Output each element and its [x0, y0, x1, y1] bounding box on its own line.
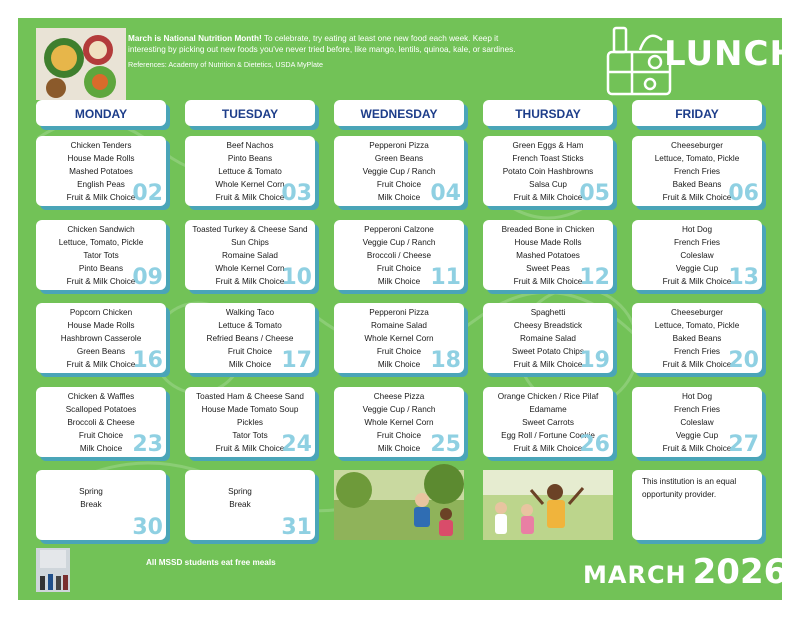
menu-item: Salsa Cup [529, 179, 567, 189]
menu-item: Fruit & Milk Choice [662, 443, 732, 453]
day-header-friday: FRIDAY [632, 100, 762, 126]
menu-item: Fruit & Milk Choice [662, 276, 732, 286]
menu-item: House Made Rolls [514, 237, 582, 247]
date-number: 30 [132, 515, 163, 540]
date-number: 16 [132, 348, 163, 373]
day-cell [334, 136, 464, 206]
spring-break-line: Spring [228, 487, 252, 496]
intro-text [128, 34, 523, 71]
menu-item: Chicken Sandwich [67, 225, 135, 234]
menu-item: Fruit & Milk Choice [513, 276, 583, 286]
menu-item: French Fries [674, 346, 720, 356]
menu-item: Fruit Choice [78, 430, 124, 440]
date-number: 23 [132, 432, 163, 457]
menu-item: Pinto Beans [227, 153, 273, 163]
menu-item: Fruit & Milk Choice [662, 359, 732, 369]
menu-item: Edamame [529, 404, 567, 414]
menu-item: Green Beans [76, 346, 126, 356]
menu-item: French Toast Sticks [512, 153, 584, 163]
menu-item: Lettuce, Tomato, Pickle [58, 237, 144, 247]
menu-item: Broccoli / Cheese [366, 250, 432, 260]
menu-item: House Made Rolls [67, 320, 135, 330]
menu-item: English Peas [77, 179, 125, 189]
spring-break-cell [36, 470, 166, 540]
menu-item: Toasted Turkey & Cheese Sand [192, 225, 308, 234]
date-number: 19 [579, 348, 610, 373]
date-number: 27 [728, 432, 759, 457]
date-number: 03 [281, 181, 312, 206]
menu-item: Sweet Carrots [522, 417, 574, 427]
date-number: 18 [430, 348, 461, 373]
day-cell [632, 136, 762, 206]
menu-item: Veggie Cup / Ranch [362, 404, 436, 414]
day-header-thursday: THURSDAY [483, 100, 613, 126]
date-number: 26 [579, 432, 610, 457]
menu-item: Veggie Cup / Ranch [362, 166, 436, 176]
menu-item: Refried Beans / Cheese [206, 333, 294, 343]
menu-item: Fruit & Milk Choice [513, 192, 583, 202]
menu-item: Coleslaw [680, 250, 714, 260]
menu-item: Cheeseburger [671, 308, 723, 317]
menu-item: Potato Coin Hashbrowns [502, 166, 594, 176]
day-cell [185, 303, 315, 373]
menu-item: Romaine Salad [371, 320, 427, 330]
menu-item: Whole Kernel Corn [215, 179, 285, 189]
day-cell [185, 136, 315, 206]
month-year [583, 552, 787, 592]
menu-item: Fruit & Milk Choice [66, 359, 136, 369]
menu-item: Chicken Tenders [70, 141, 132, 150]
day-cell [632, 303, 762, 373]
menu-item: Whole Kernel Corn [215, 263, 285, 273]
day-cell [36, 136, 166, 206]
menu-item: Green Eggs & Ham [512, 141, 584, 150]
menu-item: Sweet Potato Chips [512, 346, 584, 356]
intro-headline: March is National Nutrition Month! [128, 34, 262, 43]
lunch-title: LUNCH [664, 34, 799, 74]
menu-item: Fruit & Milk Choice [66, 192, 136, 202]
menu-item: Milk Choice [377, 359, 421, 369]
day-header-monday: MONDAY [36, 100, 166, 126]
menu-item: Romaine Salad [520, 333, 576, 343]
date-number: 31 [281, 515, 312, 540]
day-cell [483, 220, 613, 290]
kids-playing-photo [483, 470, 613, 540]
month-label: MARCH [583, 561, 687, 589]
menu-item: Tator Tots [83, 250, 119, 260]
menu-item: Hashbrown Casserole [60, 333, 142, 343]
day-cell [632, 220, 762, 290]
spring-break-cell [185, 470, 315, 540]
date-number: 04 [430, 181, 461, 206]
menu-item: Toasted Ham & Cheese Sand [196, 392, 304, 401]
day-cell [632, 387, 762, 457]
menu-item: Fruit Choice [376, 179, 422, 189]
menu-item: Milk Choice [377, 276, 421, 286]
equal-opportunity-statement: This institution is an equal opportunity provider. [642, 477, 737, 499]
menu-item: Lettuce, Tomato, Pickle [654, 153, 740, 163]
spring-break-line: Spring [79, 487, 103, 496]
menu-item: Pepperoni Pizza [369, 308, 429, 317]
menu-item: Pickles [237, 417, 263, 427]
menu-item: Veggie Cup / Ranch [362, 237, 436, 247]
menu-item: Fruit & Milk Choice [513, 443, 583, 453]
menu-item: Baked Beans [672, 333, 722, 343]
day-cell [36, 387, 166, 457]
date-number: 11 [430, 265, 461, 290]
day-cell [185, 387, 315, 457]
menu-item: Sweet Peas [526, 263, 570, 273]
date-number: 02 [132, 181, 163, 206]
equal-opportunity-cell [632, 470, 762, 540]
menu-item: Fruit & Milk Choice [215, 276, 285, 286]
day-header-tuesday: TUESDAY [185, 100, 315, 126]
date-number: 06 [728, 181, 759, 206]
menu-item: Milk Choice [377, 443, 421, 453]
menu-item: Tator Tots [232, 430, 268, 440]
day-cell [36, 220, 166, 290]
date-number: 17 [281, 348, 312, 373]
menu-item: Lettuce, Tomato, Pickle [654, 320, 740, 330]
day-cell [334, 303, 464, 373]
day-cell [483, 303, 613, 373]
menu-item: Cheeseburger [671, 141, 723, 150]
date-number: 13 [728, 265, 759, 290]
day-cell [334, 387, 464, 457]
day-cell [483, 136, 613, 206]
day-cell [483, 387, 613, 457]
menu-item: Beef Nachos [226, 141, 274, 150]
free-meals-note: All MSSD students eat free meals [146, 558, 276, 567]
menu-item: Breaded Bone in Chicken [501, 225, 595, 234]
intro-body: To celebrate, try eating at least one new food each week. Keep it interesting by picking out new foods you've never tried before, like mango, lentils, quinoa, kale, or sardines. [128, 34, 516, 54]
menu-item: Romaine Salad [222, 250, 278, 260]
day-cell [36, 303, 166, 373]
menu-item: Veggie Cup [675, 263, 719, 273]
menu-item: Whole Kernel Corn [364, 333, 434, 343]
menu-item: Sun Chips [231, 237, 269, 247]
menu-item: Orange Chicken / Rice Pilaf [497, 392, 599, 401]
menu-item: Green Beans [374, 153, 424, 163]
menu-item: Pinto Beans [78, 263, 124, 273]
year-label: 2026 [692, 552, 788, 592]
menu-item: Veggie Cup [675, 430, 719, 440]
menu-item: Broccoli & Cheese [67, 417, 135, 427]
menu-item: Fruit Choice [376, 430, 422, 440]
students-photo [36, 548, 70, 592]
date-number: 12 [579, 265, 610, 290]
menu-item: Mashed Potatoes [69, 166, 133, 176]
date-number: 05 [579, 181, 610, 206]
spring-break-text [16, 486, 166, 512]
spring-break-text [165, 486, 315, 512]
date-number: 09 [132, 265, 163, 290]
menu-item: French Fries [674, 404, 720, 414]
menu-item: Cheese Pizza [373, 392, 425, 401]
spring-break-line: Break [229, 499, 251, 509]
menu-item: Spaghetti [530, 308, 566, 317]
menu-item: House Made Tomato Soup [201, 404, 299, 414]
menu-item: Egg Roll / Fortune Cookie [501, 430, 595, 440]
kids-running-photo [334, 470, 464, 540]
menu-item: Popcorn Chicken [69, 308, 133, 317]
menu-item: Fruit Choice [376, 346, 422, 356]
salad-photo [36, 28, 126, 100]
menu-item: Hot Dog [681, 392, 713, 401]
date-number: 24 [281, 432, 312, 457]
menu-item: French Fries [674, 166, 720, 176]
menu-item: Milk Choice [79, 443, 123, 453]
intro-references: References: Academy of Nutrition & Dietetics, USDA MyPlate [128, 60, 323, 69]
menu-item: Hot Dog [681, 225, 713, 234]
menu-item: Fruit & Milk Choice [215, 443, 285, 453]
menu-item: Walking Taco [225, 308, 275, 317]
menu-item: Milk Choice [377, 192, 421, 202]
day-cell [334, 220, 464, 290]
date-number: 25 [430, 432, 461, 457]
menu-item: Scalloped Potatoes [65, 404, 137, 414]
menu-item: Coleslaw [680, 417, 714, 427]
menu-item: Fruit & Milk Choice [66, 276, 136, 286]
day-header-wednesday: WEDNESDAY [334, 100, 464, 126]
menu-item: Milk Choice [228, 359, 272, 369]
menu-item: Mashed Potatoes [516, 250, 580, 260]
menu-item: Pepperoni Pizza [369, 141, 429, 150]
menu-item: Pepperoni Calzone [364, 225, 434, 234]
menu-item: Fruit Choice [227, 346, 273, 356]
menu-item: Cheesy Breadstick [513, 320, 583, 330]
menu-item: Fruit Choice [376, 263, 422, 273]
menu-item: House Made Rolls [67, 153, 135, 163]
menu-item: Baked Beans [672, 179, 722, 189]
menu-item: Whole Kernel Corn [364, 417, 434, 427]
menu-page [18, 18, 799, 600]
menu-item: French Fries [674, 237, 720, 247]
day-cell [185, 220, 315, 290]
date-number: 10 [281, 265, 312, 290]
menu-item: Lettuce & Tomato [218, 166, 282, 176]
menu-item: Fruit & Milk Choice [513, 359, 583, 369]
menu-item: Lettuce & Tomato [218, 320, 282, 330]
spring-break-line: Break [80, 499, 102, 509]
menu-item: Chicken & Waffles [67, 392, 135, 401]
menu-item: Fruit & Milk Choice [662, 192, 732, 202]
date-number: 20 [728, 348, 759, 373]
menu-item: Fruit & Milk Choice [215, 192, 285, 202]
